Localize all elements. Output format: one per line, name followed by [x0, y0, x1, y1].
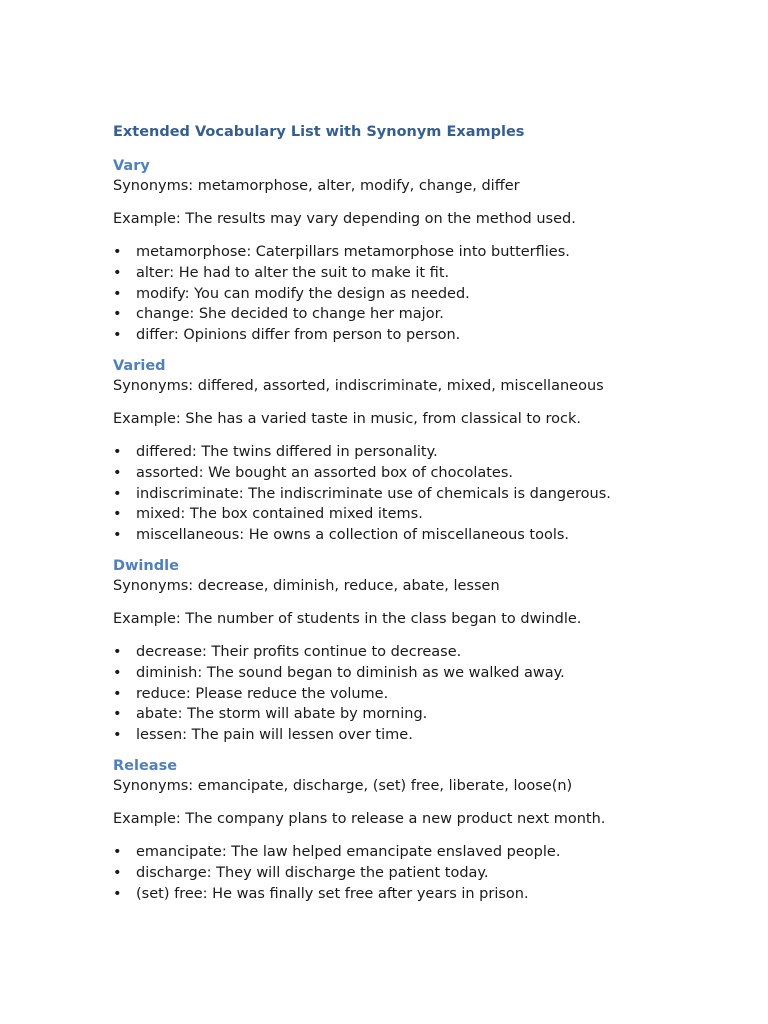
list-item: • alter: He had to alter the suit to make it fit. — [113, 263, 733, 284]
entry-synonyms: Synonyms: differed, assorted, indiscriminate, mixed, miscellaneous — [113, 377, 604, 394]
list-item: • differ: Opinions differ from person to person. — [113, 325, 733, 346]
entry-example: Example: She has a varied taste in music, from classical to rock. — [113, 410, 582, 427]
entry-example: Example: The number of students in the class began to dwindle. — [113, 610, 582, 627]
list-item: • mixed: The box contained mixed items. — [113, 504, 733, 525]
list-item: • emancipate: The law helped emancipate enslaved people. — [113, 842, 733, 863]
list-item: • assorted: We bought an assorted box of chocolates. — [113, 463, 733, 484]
vocab-entry-release — [113, 756, 733, 904]
entry-example: Example: The results may vary depending on the method used. — [113, 211, 576, 227]
synonym-example-list — [113, 842, 733, 904]
list-item: • decrease: Their profits continue to decrease. — [113, 642, 733, 663]
list-item: • lessen: The pain will lessen over time. — [113, 725, 733, 746]
list-item: • discharge: They will discharge the patient today. — [113, 863, 733, 884]
entry-synonyms: Synonyms: decrease, diminish, reduce, abate, lessen — [113, 577, 500, 594]
synonym-example-list — [113, 642, 733, 746]
vocab-entry-dwindle — [113, 556, 733, 746]
entry-word: Vary — [113, 158, 150, 174]
list-item: • (set) free: He was finally set free after years in prison. — [113, 884, 733, 905]
vocab-entry-vary — [113, 156, 733, 346]
synonym-example-list — [113, 242, 733, 346]
entry-example: Example: The company plans to release a new product next month. — [113, 810, 606, 827]
list-item: • indiscriminate: The indiscriminate use of chemicals is dangerous. — [113, 484, 733, 505]
list-item: • miscellaneous: He owns a collection of miscellaneous tools. — [113, 525, 733, 546]
document-page — [113, 122, 733, 914]
list-item: • change: She decided to change her major. — [113, 304, 733, 325]
entry-word: Dwindle — [113, 557, 179, 574]
vocab-entry-varied — [113, 356, 733, 546]
entry-word: Varied — [113, 357, 166, 374]
synonym-example-list — [113, 442, 733, 546]
list-item: • reduce: Please reduce the volume. — [113, 684, 733, 705]
list-item: • modify: You can modify the design as needed. — [113, 284, 733, 305]
list-item: • abate: The storm will abate by morning. — [113, 704, 733, 725]
entry-synonyms: Synonyms: metamorphose, alter, modify, change, differ — [113, 178, 520, 194]
list-item: • diminish: The sound began to diminish as we walked away. — [113, 663, 733, 684]
entry-synonyms: Synonyms: emancipate, discharge, (set) free, liberate, loose(n) — [113, 777, 573, 794]
document-title: Extended Vocabulary List with Synonym Examples — [113, 124, 525, 140]
list-item: • differed: The twins differed in personality. — [113, 442, 733, 463]
entry-word: Release — [113, 757, 178, 774]
list-item: • metamorphose: Caterpillars metamorphose into butterflies. — [113, 242, 733, 263]
